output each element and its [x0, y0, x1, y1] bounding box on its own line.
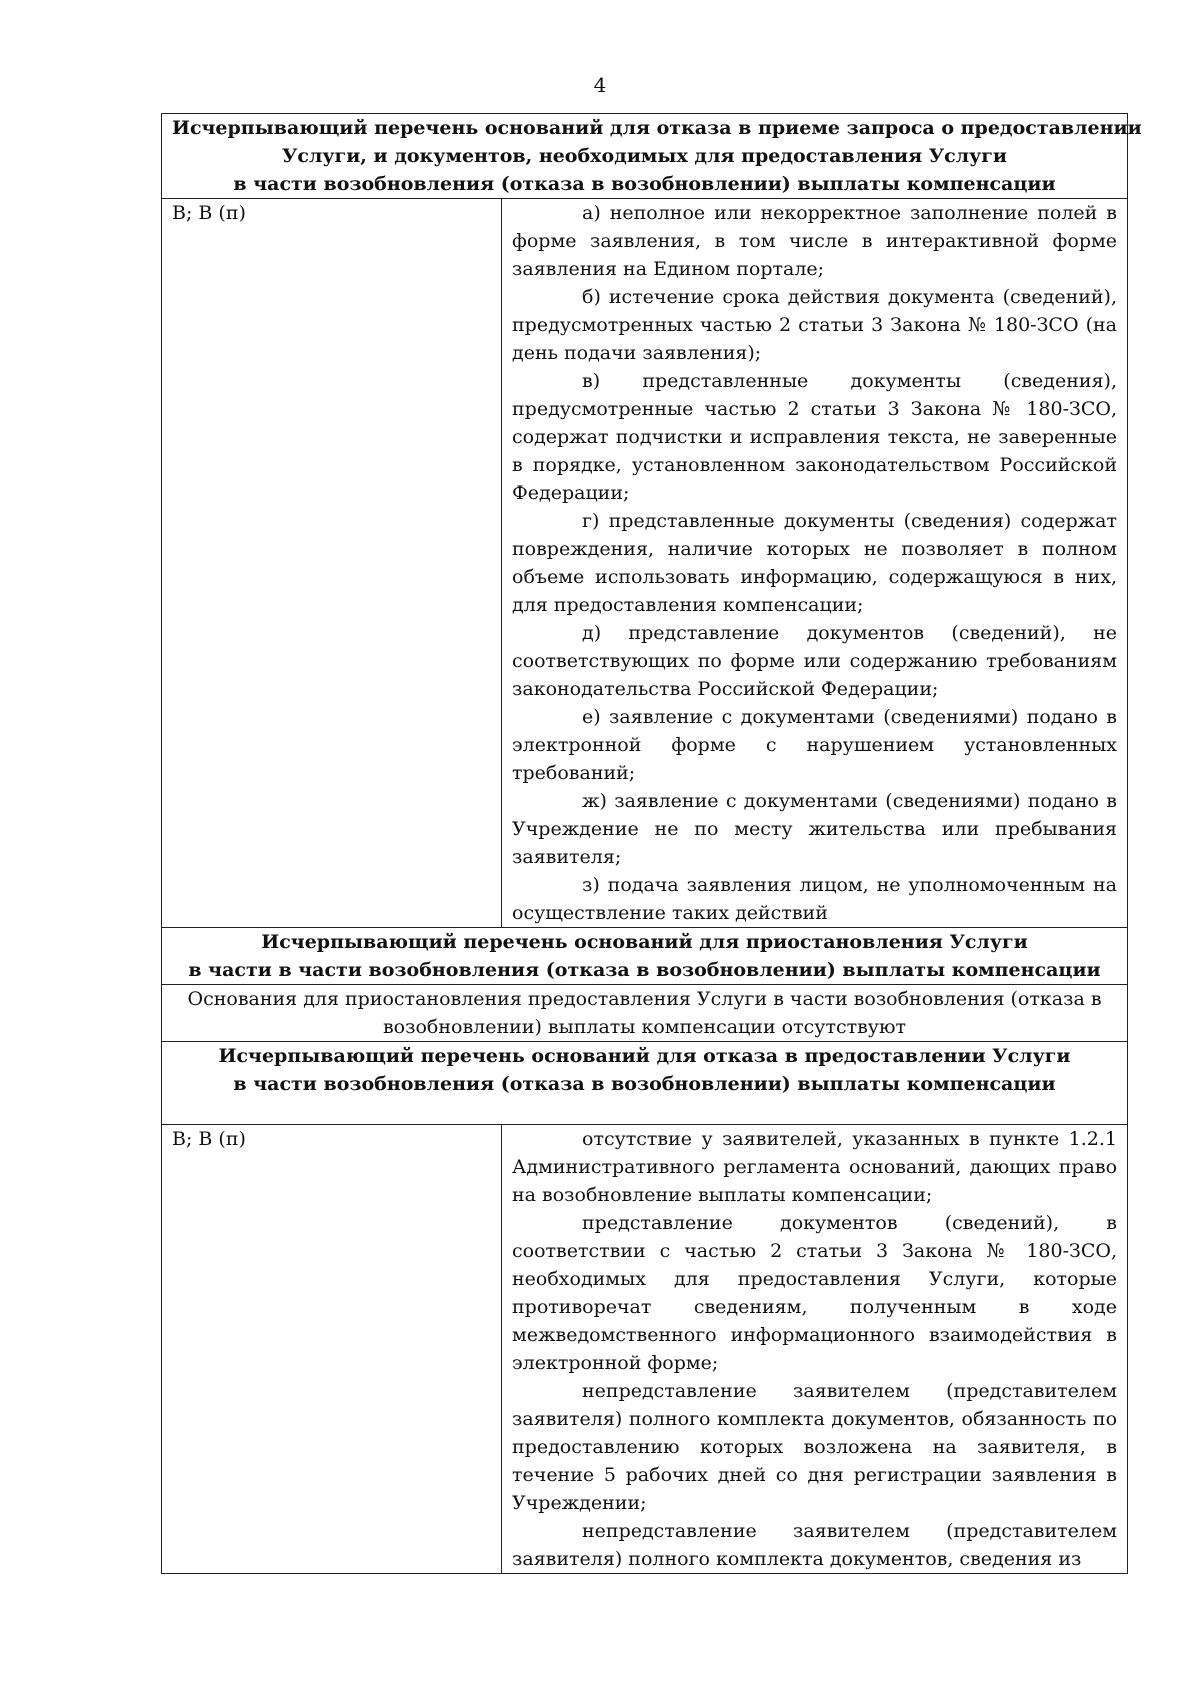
section3-code: В; В (п) — [162, 1125, 502, 1574]
section2-title-line: Исчерпывающий перечень оснований для приостановления Услуги — [261, 931, 1028, 953]
list-item: г) представленные документы (сведения) содержат повреждения, наличие которых не позволяет в полном объеме использовать информацию, содержащуюся в них, для предоставления компенсации; — [512, 510, 1118, 616]
section1-title-line: Услуги, и документов, необходимых для предоставления Услуги — [282, 145, 1008, 167]
list-item: б) истечение срока действия документа (сведений), предусмотренных частью 2 статьи 3 Закона № 180-ЗСО (на день подачи заявления); — [512, 286, 1118, 364]
section2-title — [162, 928, 1128, 985]
section3-items — [502, 1125, 1128, 1574]
section3-body-row — [162, 1125, 1128, 1574]
page-number: 4 — [593, 73, 607, 97]
list-item: непредставление заявителем (представителем заявителя) полного комплекта документов, обязанность по предоставлению которых возложена на заявителя, в течение 5 рабочих дней со дня регистрации заявления в Учреждении; — [512, 1380, 1118, 1514]
list-item: з) подача заявления лицом, не уполномоченным на осуществление таких действий — [512, 874, 1118, 924]
section2-notice-row — [162, 985, 1128, 1042]
section1-header-row — [162, 114, 1128, 199]
list-item: ж) заявление с документами (сведениями) подано в Учреждение не по месту жительства или пребывания заявителя; — [512, 790, 1118, 868]
section2-notice-line: Основания для приостановления предоставления Услуги в части возобновления (отказа в — [187, 988, 1102, 1010]
list-item: в) представленные документы (сведения), предусмотренные частью 2 статьи 3 Закона № 180-ЗСО, содержат подчистки и исправления текста, не заверенные в порядке, установленном законодательством Российской Федерации; — [512, 370, 1118, 504]
list-item: отсутствие у заявителей, указанных в пункте 1.2.1 Административного регламента оснований, дающих право на возобновление выплаты компенсации; — [512, 1128, 1118, 1206]
section3-title-line: в части возобновления (отказа в возобновлении) выплаты компенсации — [233, 1073, 1056, 1095]
section1-title-line: Исчерпывающий перечень оснований для отказа в приеме запроса о предоставлении — [172, 117, 1142, 139]
section2-notice-line: возобновлении) выплаты компенсации отсутствуют — [382, 1016, 907, 1038]
section3-title — [162, 1042, 1128, 1125]
section3-header-row — [162, 1042, 1128, 1125]
section1-items — [502, 199, 1128, 928]
section2-notice — [162, 985, 1128, 1042]
grounds-table — [161, 113, 1142, 1574]
section2-title-line: в части в части возобновления (отказа в возобновлении) выплаты компенсации — [188, 959, 1101, 981]
section1-title-line: в части возобновления (отказа в возобновлении) выплаты компенсации — [233, 173, 1056, 195]
section1-body-row — [162, 199, 1128, 928]
list-item: представление документов (сведений), в соответствии с частью 2 статьи 3 Закона № 180-ЗСО, необходимых для предоставления Услуги, которые противоречат сведениям, полученным в ходе межведомственного информационного взаимодействия в электронной форме; — [512, 1212, 1118, 1374]
list-item: а) неполное или некорректное заполнение полей в форме заявления, в том числе в интерактивной форме заявления на Едином портале; — [512, 202, 1118, 280]
list-item: непредставление заявителем (представителем заявителя) полного комплекта документов, сведения из — [512, 1520, 1118, 1570]
list-item: е) заявление с документами (сведениями) подано в электронной форме с нарушением установленных требований; — [512, 706, 1118, 784]
section3-title-line: Исчерпывающий перечень оснований для отказа в предоставлении Услуги — [218, 1045, 1071, 1067]
list-item: д) представление документов (сведений), не соответствующих по форме или содержанию требованиям законодательства Российской Федерации; — [512, 622, 1118, 700]
section1-title — [162, 114, 1142, 199]
section2-header-row — [162, 928, 1128, 985]
section1-code: В; В (п) — [162, 199, 502, 928]
